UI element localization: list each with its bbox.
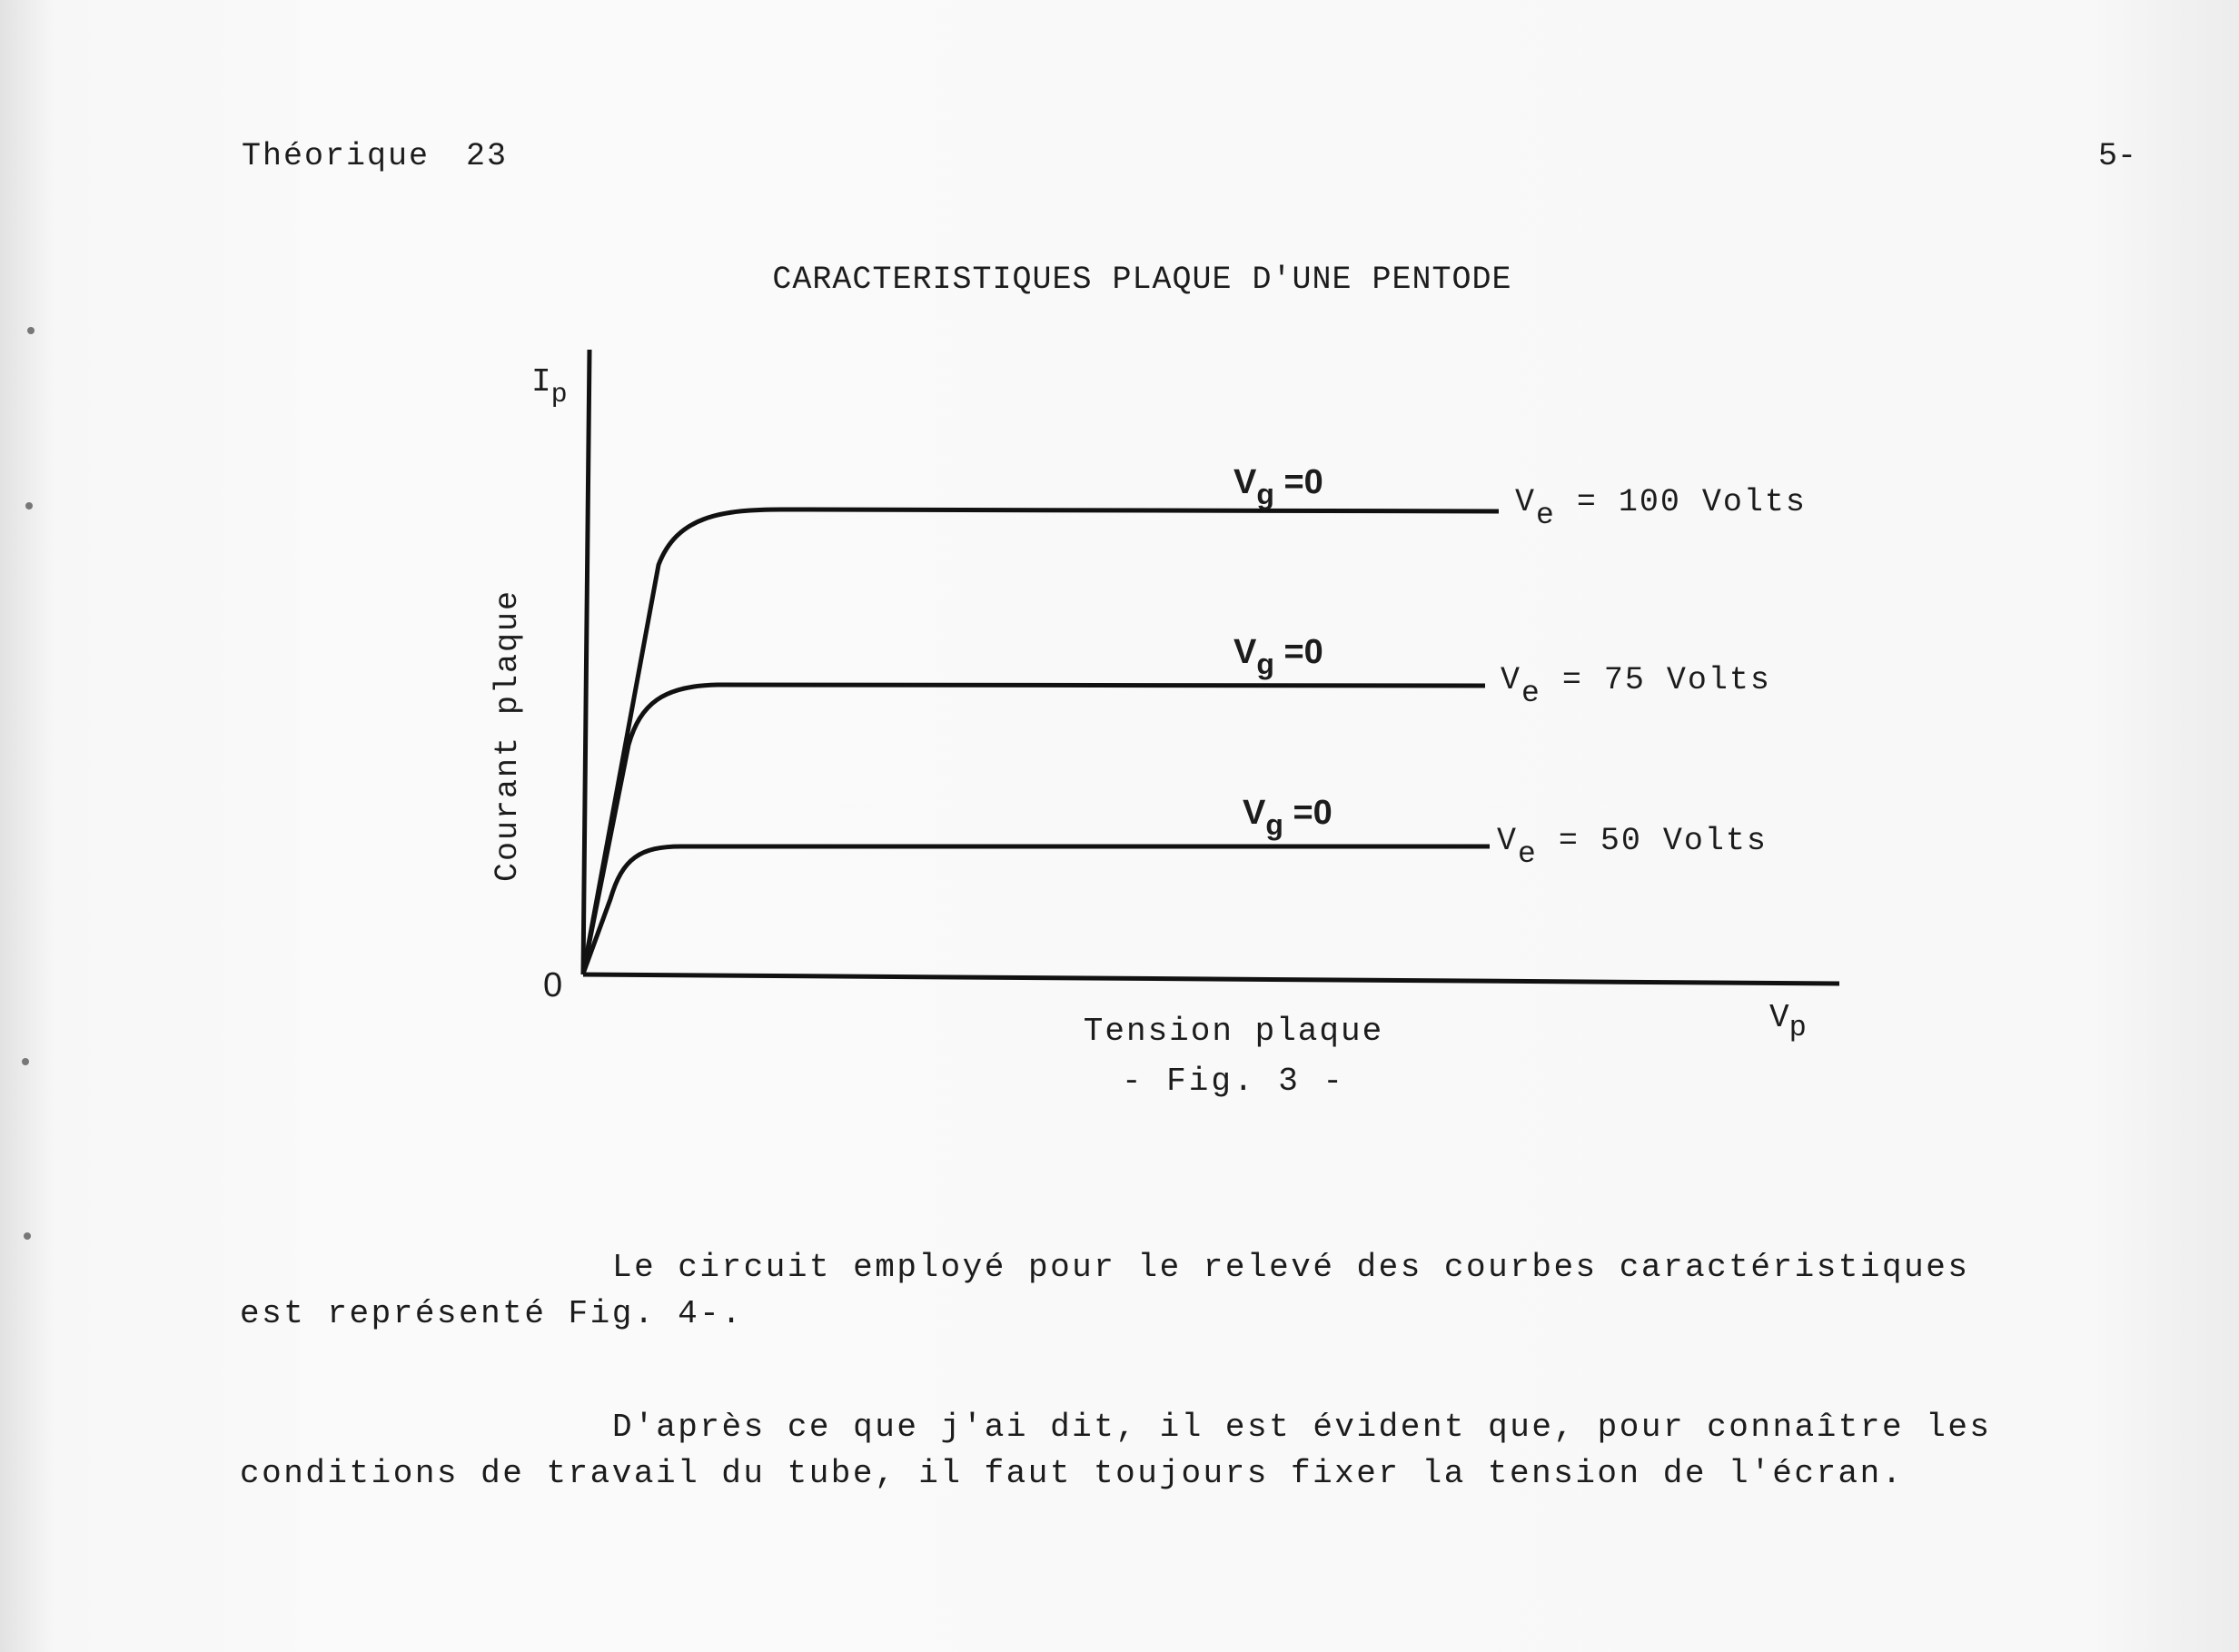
chart-title: CARACTERISTIQUES PLAQUE D'UNE PENTODE xyxy=(772,262,1512,298)
scan-speck xyxy=(27,327,35,334)
screen-voltage-label-100: Ve = 100 Volts xyxy=(1515,484,1807,532)
x-axis xyxy=(583,974,1839,984)
x-axis-label: Tension plaque xyxy=(1083,1013,1384,1050)
x-axis-symbol: Vp xyxy=(1769,999,1807,1044)
paragraph-1-line-1: Le circuit employé pour le relevé des courbes caractéristiques xyxy=(612,1249,1970,1286)
y-axis-symbol: $I_p$ xyxy=(531,363,568,411)
page-reference: 23 xyxy=(466,138,509,174)
paragraph-2-line-1: D'après ce que j'ai dit, il est évident que, pour connaître les xyxy=(612,1409,1992,1446)
screen-voltage-label-75: Ve = 75 Volts xyxy=(1501,662,1771,710)
curve-ve-100-volts xyxy=(583,509,1499,974)
curve-label-vg-100: $V_g =0$ xyxy=(1233,463,1323,510)
curve-label-vg-50: $V_g =0$ xyxy=(1243,794,1333,841)
y-axis-label: Courant plaque xyxy=(490,589,526,883)
curve-ve-50-volts xyxy=(583,846,1490,974)
scan-speck xyxy=(22,1058,29,1065)
body-paragraph-2 xyxy=(240,1404,1992,1497)
y-axis xyxy=(583,350,589,974)
scan-speck xyxy=(25,502,33,509)
curve-ve-75-volts xyxy=(583,685,1485,974)
origin-label: 0 xyxy=(543,966,563,1004)
section-label: Théorique xyxy=(242,138,431,174)
page-number: 5- xyxy=(2098,138,2137,174)
scan-speck xyxy=(24,1232,31,1240)
curve-label-vg-75: $V_g =0$ xyxy=(1233,633,1323,680)
figure-caption: - Fig. 3 - xyxy=(1121,1063,1346,1100)
screen-voltage-label-50: Ve = 50 Volts xyxy=(1497,823,1768,871)
paragraph-2-line-2: conditions de travail du tube, il faut toujours fixer la tension de l'écran. xyxy=(240,1455,1904,1492)
body-paragraph-1 xyxy=(240,1244,1969,1337)
paragraph-1-line-2: est représenté Fig. 4-. xyxy=(240,1295,744,1332)
